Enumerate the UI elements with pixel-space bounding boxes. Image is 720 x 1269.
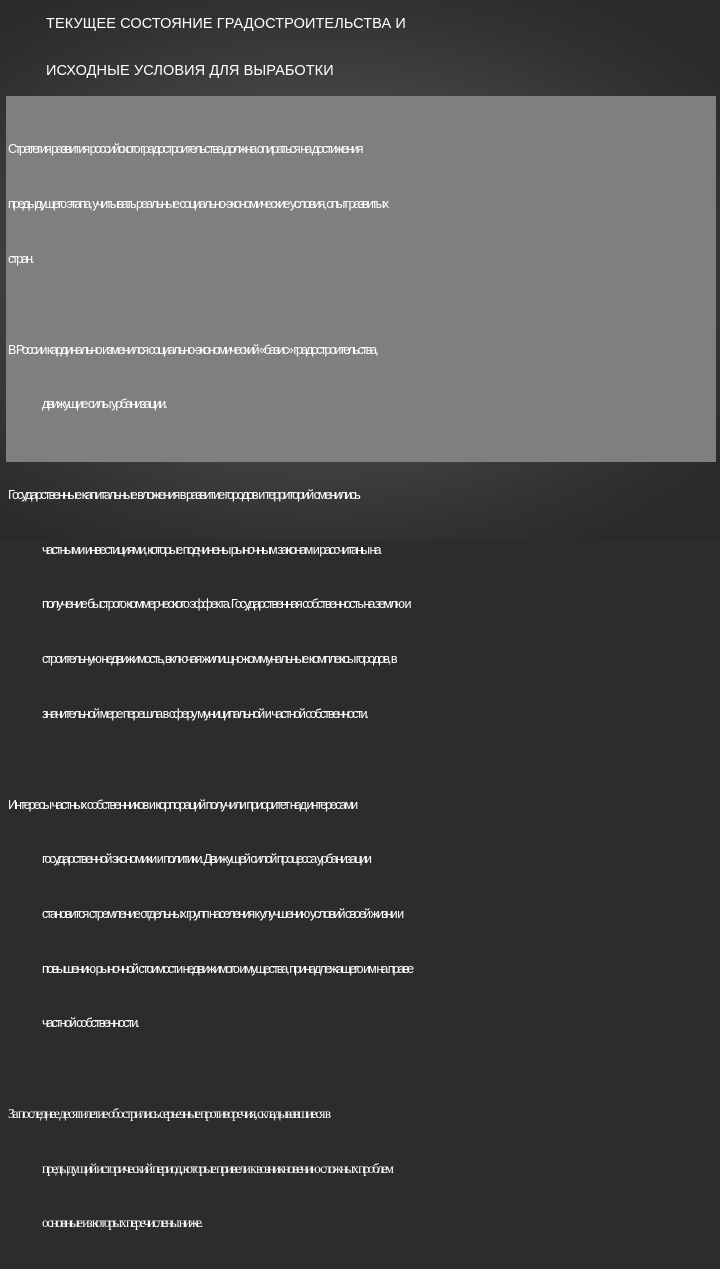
text-line: частной собственности. [42, 1016, 138, 1031]
slide-title [46, 14, 686, 81]
text-line: государственной экономики и политики. Движущей силой процесса урбанизации [42, 852, 370, 867]
slide-body [8, 104, 720, 1269]
text-line: предыдущий исторический период, которые привели к возникновению сложных проблем [42, 1160, 392, 1176]
paragraph-russia-basis [8, 304, 720, 450]
text-line: движущие силы урбанизации. [42, 397, 166, 412]
text-line: В России кардинально изменился социально-экономический «базис» градостроительства, [8, 342, 377, 357]
paragraph-contradictions [8, 1069, 720, 1269]
text-line: стран. [8, 251, 33, 266]
text-line: За последнее десятилетие обострились серьезные противоречия, складывавшиеся в [8, 1106, 330, 1122]
text-line: частными инвестициями, которые подчинены рыночным законам и рассчитаны на [42, 542, 380, 557]
text-line: Интересы частных собственников и корпораций получили приоритет над интересами [8, 797, 357, 812]
paragraph-investments [8, 450, 720, 759]
text-line: повышению рыночной стоимости недвижимого имущества, принадлежащего им на праве [42, 961, 413, 976]
text-line: становится стремление отдельных групп населения к улучшению условий своей жизни и [42, 906, 403, 921]
text-line: получение быстрого коммерческого эффекта. Государственная собственность на землю и [42, 597, 410, 612]
title-line-1: ТЕКУЩЕЕ СОСТОЯНИЕ ГРАДОСТРОИТЕЛЬСТВА И [46, 16, 406, 32]
text-line: Государственные капитальные вложения в развитие городов и территорий сменились [8, 488, 359, 503]
text-line: предыдущего этапа, учитывать реальные социально-экономические условия, опыт развитых [8, 197, 388, 212]
text-line: значительной мере перешла в сферу муниципальной и частной собственности. [42, 706, 367, 721]
paragraph-private-interests [8, 759, 720, 1068]
text-line: основные из которых перечислены ниже. [42, 1215, 202, 1231]
paragraph-strategy [8, 104, 720, 304]
title-line-2: ИСХОДНЫЕ УСЛОВИЯ ДЛЯ ВЫРАБОТКИ [46, 63, 334, 79]
text-line: строительную недвижимость, включая жилищно-коммунальные комплексы городов, в [42, 652, 396, 667]
text-line: Стратегия развития российского градостроительства должна опираться на достижения [8, 142, 362, 157]
